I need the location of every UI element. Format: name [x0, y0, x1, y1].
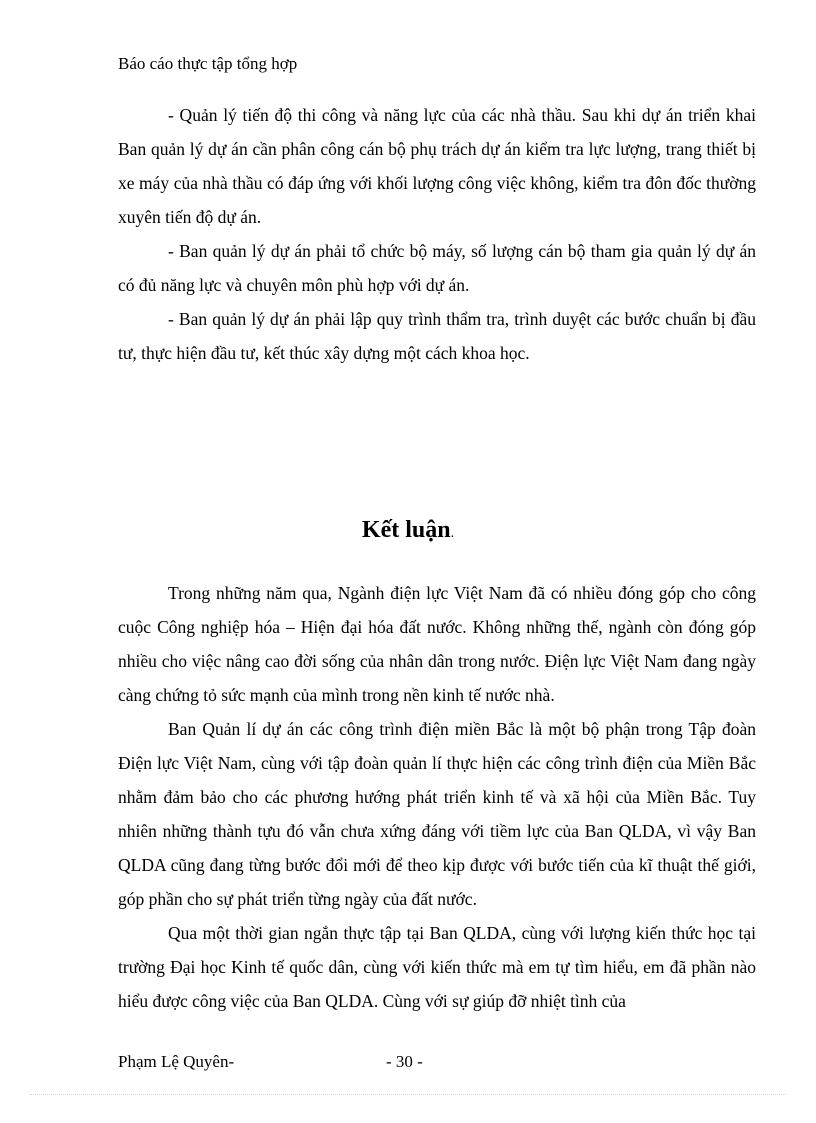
paragraph-management-board: Ban Quản lí dự án các công trình điện miền Bắc là một bộ phận trong Tập đoàn Điện lực Việt Nam, cùng với tập đoàn quản lí thực hiện các công trình điện của Miền Bắc nhằm đảm bảo cho các phương hướng phát triển kinh tế và xã hội của Miền Bắc. Tuy nhiên những thành tựu đó vẫn chưa xứng đáng với tiềm lực của Ban QLDA, vì vậy Ban QLDA cũng đang từng bước đổi mới để theo kịp được với bước tiến của kĩ thuật thế giới, góp phần cho sự phát triển từng ngày của đất nước.	[118, 719, 756, 909]
section-title	[0, 512, 816, 552]
page-header: Báo cáo thực tập tổng hợp	[118, 54, 298, 73]
conclusion-text-block	[118, 576, 756, 1018]
footer-author: Phạm Lệ Quyên-	[118, 1052, 235, 1071]
top-text-block	[118, 98, 756, 370]
section-title-text: Kết luận	[361, 517, 451, 543]
footer-divider	[30, 1094, 786, 1095]
page-number: - 30 -	[386, 1052, 423, 1071]
paragraph-procedures: - Ban quản lý dự án phải lập quy trình thẩm tra, trình duyệt các bước chuẩn bị đầu tư, thực hiện đầu tư, kết thúc xây dựng một cách khoa học.	[118, 309, 756, 363]
section-title-suffix: .	[450, 526, 455, 541]
paragraph-contractor-progress: - Quản lý tiến độ thi công và năng lực của các nhà thầu. Sau khi dự án triển khai Ban quản lý dự án cần phân công cán bộ phụ trách dự án kiểm tra lực lượng, trang thiết bị xe máy của nhà thầu có đáp ứng với khối lượng công việc không, kiểm tra đôn đốc thường xuyên tiến độ dự án.	[118, 105, 756, 227]
paragraph-organization: - Ban quản lý dự án phải tổ chức bộ máy, số lượng cán bộ tham gia quản lý dự án có đủ năng lực và chuyên môn phù hợp với dự án.	[118, 241, 756, 295]
paragraph-industry-contribution: Trong những năm qua, Ngành điện lực Việt Nam đã có nhiều đóng góp cho công cuộc Công nghiệp hóa – Hiện đại hóa đất nước. Không những thế, ngành còn đóng góp nhiều cho việc nâng cao đời sống của nhân dân trong nước. Điện lực Việt Nam đang ngày càng chứng tỏ sức mạnh của mình trong nền kinh tế nước nhà.	[118, 583, 756, 705]
paragraph-internship: Qua một thời gian ngắn thực tập tại Ban QLDA, cùng với lượng kiến thức học tại trường Đại học Kinh tế quốc dân, cùng với kiến thức mà em tự tìm hiểu, em đã phần nào hiểu được công việc của Ban QLDA. Cùng với sự giúp đỡ nhiệt tình của	[118, 923, 756, 1011]
